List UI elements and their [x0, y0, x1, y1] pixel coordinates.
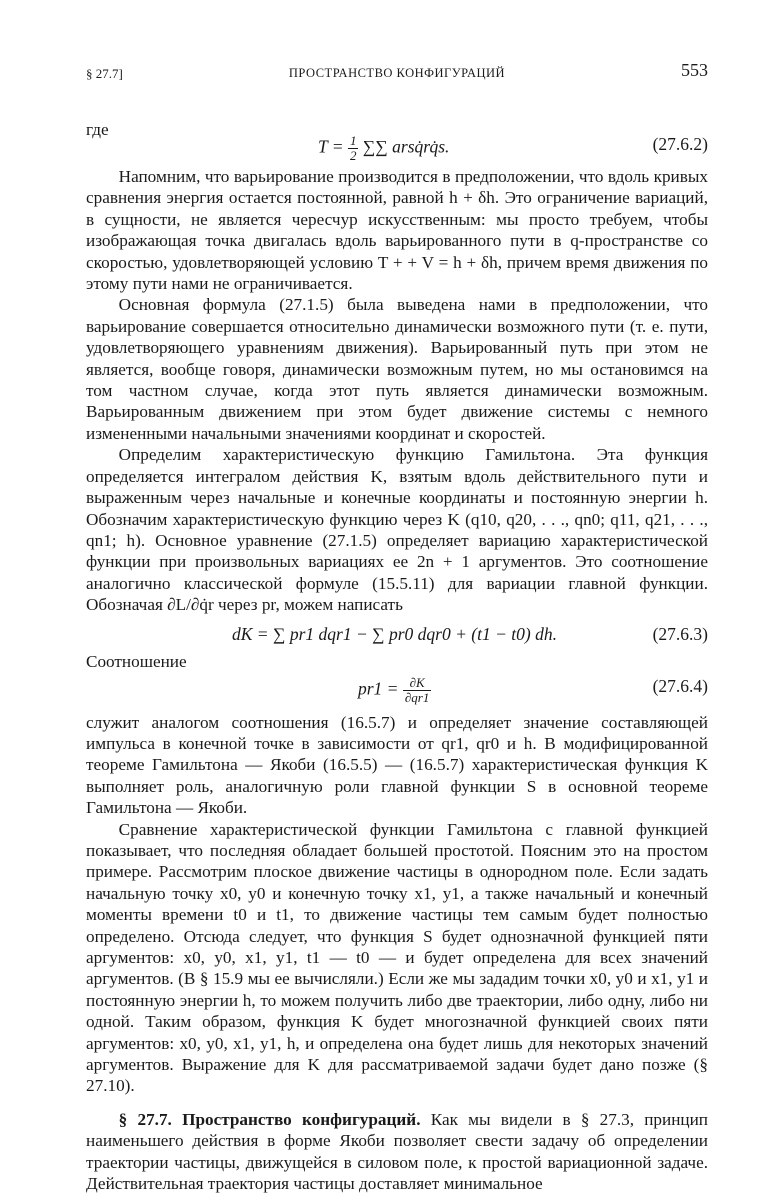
fraction-dK-dq: $\frac{\partial K}{\partial qr1}$	[404, 674, 430, 705]
equation-27-6-3	[86, 616, 708, 652]
page-number: 553	[681, 60, 708, 80]
fraction-one-half: $\frac{1}{2}$	[349, 133, 357, 163]
eq-number: (27.6.2)	[652, 134, 708, 154]
eq-formula: dK = ∑ pr1 dqr1 − ∑ pr0 dqr0 + (t1 − t0) dh.	[232, 623, 557, 644]
paragraph-6-text: Как мы видели в § 27.3, принцип наименьшего действия в форме Якоби позволяет свести задачу об определении траектории частицы, движущейся в силовом поле, к простой вариационной задаче. Действительная траектория частицы доставляет минимальное	[86, 1109, 709, 1194]
header-section: § 27.7]	[86, 66, 123, 81]
paragraph-2: Основная формула (27.1.5) была выведена нами в предположении, что варьирование совершается относительно динамически возможного пути (т. е. пути, удовлетворяющего уравнениям движения). Варьированный путь при этом не является, вообще говоря, динамически возможным путем, но мы остановимся на том частном случае, когда этот путь является динамически возможным. Варьированным движением при этом будет движение системы с немного измененными начальными значениями координат и скоростей.	[86, 295, 708, 443]
eq-formula: T = $\frac{1}{2}$ ∑∑ arsq̇rq̇s.	[318, 133, 450, 163]
eq-number: (27.6.3)	[652, 623, 708, 644]
paragraph-6	[86, 1109, 708, 1195]
running-header	[86, 60, 708, 84]
eq-lead-text: где	[86, 120, 109, 139]
eq-sum-body: ∑∑ arsq̇rq̇s.	[362, 136, 450, 157]
eq-formula: pr1 = $\frac{\partial K}{\partial qr1}$	[358, 674, 430, 705]
equation-27-6-2	[86, 120, 708, 166]
paragraph-4: служит аналогом соотношения (16.5.7) и определяет значение составляющей импульса в конечной точке в зависимости от qr1, qr0 и h. В модифицированной теореме Гамильтона — Якоби (16.5.5) — (16.5.7) характеристическая функция K выполняет роль, аналогичную роли главной функции S в основной теореме Гамильтона — Якоби.	[86, 712, 708, 818]
equation-27-6-4	[86, 652, 708, 712]
eq-lead-text: Соотношение	[86, 651, 187, 671]
eq-number: (27.6.4)	[652, 675, 708, 696]
book-page	[86, 60, 708, 1194]
header-title: ПРОСТРАНСТВО КОНФИГУРАЦИЙ	[288, 66, 506, 80]
paragraph-5: Сравнение характеристической функции Гамильтона с главной функцией показывает, что последняя обладает большей простотой. Поясним это на простом примере. Рассмотрим плоское движение частицы в однородном поле. Если задать начальную точку x0, y0 и конечную точку x1, y1, а также начальный и конечный моменты времени t0 и t1, то движение частицы тем самым будет полностью определено. Отсюда следует, что функция S будет однозначной функцией пяти аргументов: x0, y0, x1, y1, t1 — t0 — и будет определена для всех значений аргументов. (В § 15.9 мы ее вычисляли.) Если же мы зададим точки x0, y0 и x1, y1 и постоянную энергии h, то можем получить либо две траектории, либо одну, либо ни одной. Таким образом, функция K будет многозначной функцией своих пяти аргументов: x0, y0, x1, y1, h, и определена она будет лишь для некоторых значений аргументов. Выражение для K для рассматриваемой задачи будет дано позже (§ 27.10).	[86, 819, 708, 1096]
paragraph-1: Напомним, что варьирование производится в предположении, что вдоль кривых сравнения энергия остается постоянной, равной h + δh. Это ограничение вариаций, в сущности, не является чересчур искусственным: мы просто требуем, чтобы изображающая точка двигалась вдоль варьированного пути в q-пространстве со скоростью, удовлетворяющей условию T + + V = h + δh, причем время движения по этому пути нами не ограничивается.	[86, 167, 708, 294]
section-heading: § 27.7. Пространство конфигураций.	[118, 1109, 421, 1129]
paragraph-3: Определим характеристическую функцию Гамильтона. Эта функция определяется интегралом действия K, взятым вдоль действительного пути и выраженным через начальные и конечные координаты и постоянную энергии h. Обозначим характеристическую функцию через K (q10, q20, . . ., qn0; q11, q21, . . ., qn1; h). Основное уравнение (27.1.5) определяет вариацию характеристической функции при произвольных вариациях ее 2n + 1 аргументов. Это соотношение аналогично классической формуле (15.5.11) для вариации главной функции. Обозначая ∂L/∂q̇r через pr, можем написать	[86, 445, 708, 615]
